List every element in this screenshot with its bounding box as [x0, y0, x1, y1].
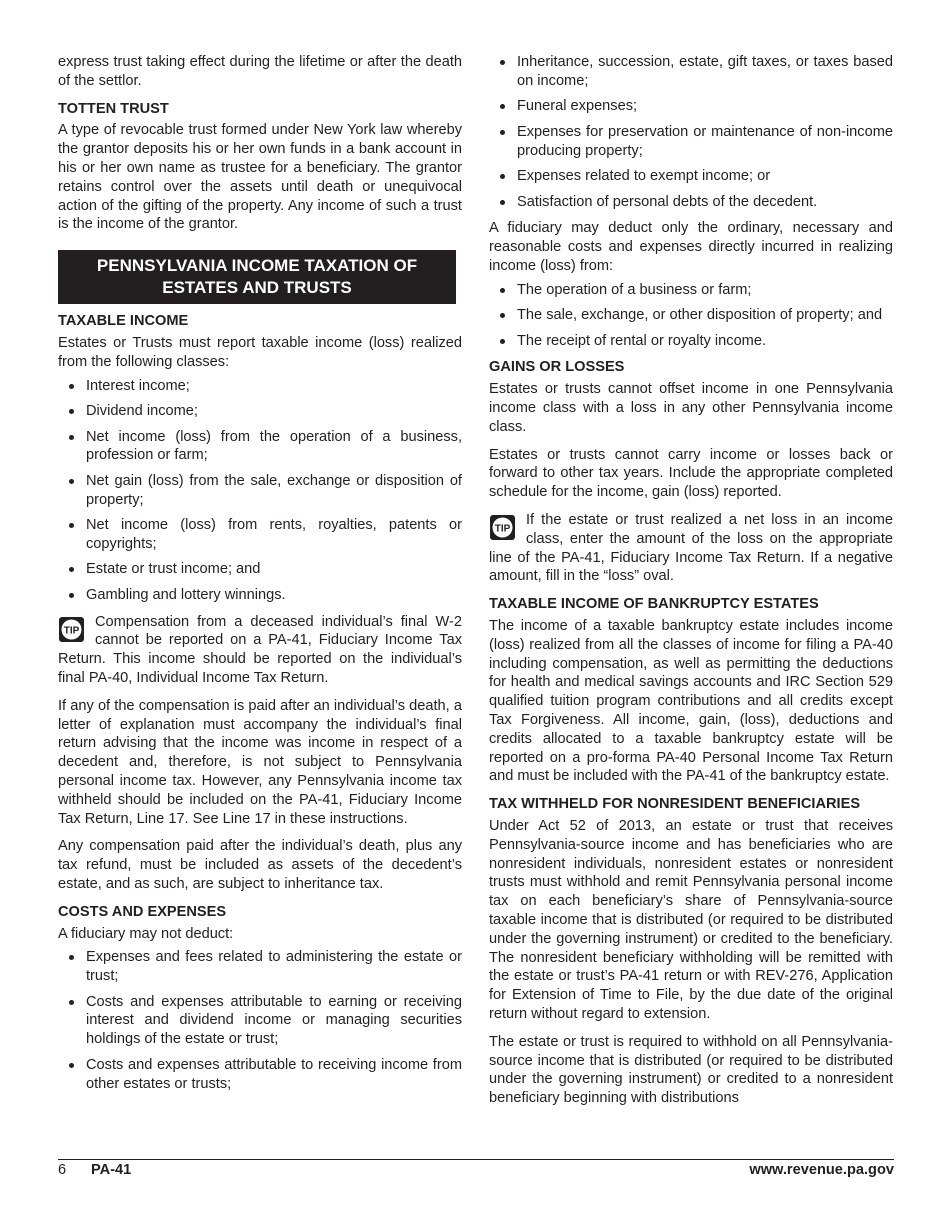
totten-trust-heading: TOTTEN TRUST — [58, 100, 169, 117]
list-item: Gambling and lottery winnings. — [58, 586, 462, 605]
page-number: 6 — [58, 1162, 67, 1178]
compensation-paragraph: If any of the compensation is paid after an individual’s death, a letter of explanation must accompany the individual’s final return advising that the income was income in respect of a decedent and, therefore, is not subject to Pennsylvania personal income tax. However, any Pennsylvania income tax withheld should be included on the PA-41, Fiduciary Income Tax Return, Line 17. See Line 17 in these instructions. — [58, 697, 462, 827]
tip-icon-label: TIP — [63, 625, 80, 637]
tip-note-compensation — [58, 613, 462, 688]
list-item: Inheritance, succession, estate, gift taxes, or taxes based on income; — [489, 53, 893, 91]
list-item: The receipt of rental or royalty income. — [489, 332, 893, 351]
tip-icon — [489, 514, 516, 541]
taxable-income-list — [58, 377, 462, 605]
website-url: www.revenue.pa.gov — [749, 1162, 894, 1178]
totten-trust-text: A type of revocable trust formed under New York law whereby the grantor deposits his or her own funds in a bank account in his or her own name as trustee for a beneficiary. The grantor retains control over the assets until death or unequivocal action of the gifting of the property. Any income of such a trust is the income of the grantor. — [58, 122, 462, 233]
deduct-list — [489, 281, 893, 351]
costs-expenses-heading: COSTS AND EXPENSES — [58, 903, 227, 920]
bankruptcy-heading: TAXABLE INCOME OF BANKRUPTCY ESTATES — [489, 596, 819, 613]
list-item: The operation of a business or farm; — [489, 281, 893, 300]
tip-text: If the estate or trust realized a net loss in an income class, enter the amount of the loss on the appropriate line of the PA-41, Fiduciary Income Tax Return. If a negative amount, fill in the “loss” oval. — [489, 512, 893, 585]
taxable-income-heading: TAXABLE INCOME — [58, 313, 189, 330]
costs-list — [58, 948, 462, 1093]
list-item: Net income (loss) from the operation of a business, profession or farm; — [58, 428, 462, 466]
gains-paragraph-2: Estates or trusts cannot carry income or losses back or forward to other tax years. Include the appropriate completed schedule for the income, gain (loss) reported. — [489, 446, 893, 501]
compensation-paragraph-2: Any compensation paid after the individual’s death, plus any tax refund, must be included as assets of the decedent’s estate, and as such, are subject to inheritance tax. — [58, 838, 462, 893]
list-item: Interest income; — [58, 377, 462, 396]
list-item: Net gain (loss) from the sale, exchange or disposition of property; — [58, 472, 462, 510]
list-item: Satisfaction of personal debts of the decedent. — [489, 193, 893, 212]
section-banner — [58, 250, 456, 304]
withheld-paragraph-2: The estate or trust is required to withhold on all Pennsylvania-source income that is distributed (or required to be distributed under the governing instrument) or credited to a nonresident beneficiary beginning with distributions — [489, 1033, 893, 1107]
list-item: Expenses and fees related to administering the estate or trust; — [58, 948, 462, 986]
list-item: Expenses related to exempt income; or — [489, 167, 893, 186]
banner-line-1: PENNSYLVANIA INCOME TAXATION OF — [96, 256, 418, 276]
list-item: Costs and expenses attributable to receiving income from other estates or trusts; — [58, 1056, 462, 1094]
bankruptcy-text: The income of a taxable bankruptcy estate includes income (loss) realized from all the classes of income for filing a PA-40 including compensation, as well as permitting the deductions for health and medical savings accounts and IRC Section 529 qualified tuition program contributions and all credits except Tax Forgiveness. All income, gain, (loss), deductions and credits allocated to a taxable bankruptcy estate will be reported on a pro-forma PA-40 Personal Income Tax Return and must be included with the PA-41 of the bankruptcy estate. — [489, 618, 893, 785]
left-column — [58, 53, 462, 1101]
list-item: Expenses for preservation or maintenance of non-income producing property; — [489, 123, 893, 161]
list-item: Net income (loss) from rents, royalties, patents or copyrights; — [58, 516, 462, 554]
intro-paragraph: express trust taking effect during the lifetime or after the death of the settlor. — [58, 54, 462, 89]
tip-text: Compensation from a deceased individual’s final W-2 cannot be reported on a PA-41, Fiduciary Income Tax Return. This income should be reported on the individual’s final PA-40, Individual Income Tax Return. — [58, 613, 462, 687]
tip-icon-label: TIP — [494, 523, 511, 535]
withheld-paragraph-1: Under Act 52 of 2013, an estate or trust that receives Pennsylvania-source income and has beneficiaries who are nonresident individuals, nonresident estates or nonresident trusts must withhold and remit Pennsylvania personal income tax on each beneficiary’s share of Pennsylvania-source taxable income that is distributed (or required to be distributed under the governing instrument) or credited to the beneficiary. The nonresident beneficiary withholding will be remitted with the estate or trust’s PA-41 return or with REV-276, Application for Extension of Time to File, by the due date of the original return without regard to extension. — [489, 818, 893, 1022]
right-column — [489, 53, 893, 1117]
footer-divider — [58, 1159, 894, 1160]
taxable-income-intro: Estates or Trusts must report taxable income (loss) realized from the following classes: — [58, 334, 462, 370]
tip-note-net-loss — [489, 511, 893, 586]
list-item: Costs and expenses attributable to earning or receiving interest and dividend income or managing securities holdings of the estate or trust; — [58, 993, 462, 1049]
withheld-heading: TAX WITHHELD FOR NONRESIDENT BENEFICIARIES — [489, 796, 861, 813]
costs-intro: A fiduciary may not deduct: — [58, 925, 234, 942]
list-item: Funeral expenses; — [489, 97, 893, 116]
list-item: The sale, exchange, or other disposition of property; and — [489, 306, 893, 325]
gains-losses-heading: GAINS OR LOSSES — [489, 359, 625, 376]
gains-paragraph-1: Estates or trusts cannot offset income in one Pennsylvania income class with a loss in any other Pennsylvania income class. — [489, 381, 893, 435]
deduct-intro: A fiduciary may deduct only the ordinary, necessary and reasonable costs and expenses directly incurred in realizing income (loss) from: — [489, 220, 893, 274]
tip-icon — [58, 616, 85, 643]
costs-list-continued — [489, 53, 893, 211]
list-item: Dividend income; — [58, 402, 462, 421]
banner-line-2: ESTATES AND TRUSTS — [162, 278, 352, 298]
list-item: Estate or trust income; and — [58, 560, 462, 579]
form-name: PA-41 — [91, 1162, 132, 1178]
